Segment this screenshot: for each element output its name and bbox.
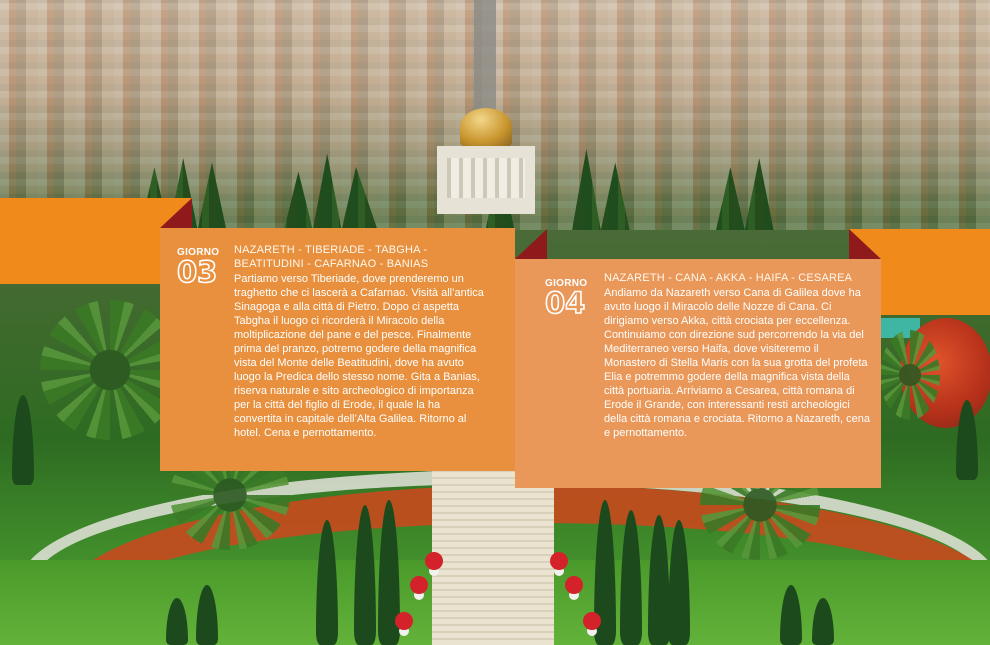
golden-dome <box>460 108 512 146</box>
day-03-panel <box>160 228 515 471</box>
day-label: GIORNO <box>545 278 588 289</box>
day-description: Partiamo verso Tiberiade, dove prenderemo un traghetto che ci lascerà a Cafarnao. Visità all’antica Sinagoga e alla città di Pietro. Dopo ci aspetta Tabgha il luogo ci ricorderà il Miracolo della moltiplicazione del pane e del pesce. Finalmente prima del pranzo, potremo godere della magnifica vista del Monte delle Beatitudini, dove ha avuto luogo la Predica dello stesso nome. Gita a Banias, riserva naturale e sito archeologico di importanza per la città del figlio di Erode, il quale la ha convertita in capitale dell’Alta Galilea. Ritorno al hotel. Cena e pernottamento. <box>234 273 484 439</box>
shrine-building <box>437 146 535 214</box>
day-title: NAZARETH - CANA - AKKA - HAIFA - CESAREA <box>604 272 853 284</box>
flower-pot <box>425 552 443 570</box>
flower-pot <box>565 576 583 594</box>
day-number: 04 <box>545 286 586 320</box>
day-badge <box>177 247 220 289</box>
ribbon-fold <box>515 229 547 259</box>
ribbon-fold <box>849 229 881 259</box>
cypress-tree <box>12 395 34 485</box>
garden-stairs <box>432 470 554 645</box>
palm-tree <box>40 300 180 440</box>
day-body <box>604 271 870 440</box>
ribbon-fold <box>160 198 192 228</box>
flower-pot <box>583 612 601 630</box>
flower-pot <box>550 552 568 570</box>
day-04-panel <box>515 259 881 488</box>
day-label: GIORNO <box>177 247 220 258</box>
day-number: 03 <box>177 255 218 289</box>
palm-tree <box>880 330 940 420</box>
avenue <box>474 0 496 120</box>
day-body <box>234 243 484 440</box>
flower-pot <box>410 576 428 594</box>
flower-pot <box>395 612 413 630</box>
day-title: NAZARETH - TIBERIADE - TABGHA - BEATITUDINI - CAFARNAO - BANIAS <box>234 244 429 270</box>
day-badge <box>545 278 588 320</box>
day-description: Andiamo da Nazareth verso Cana di Galilea dove ha avuto luogo il Miracolo delle Nozze di Cana. Ci dirigiamo verso Akka, città crociata per eccellenza. Continuiamo con direzione sud percorrendo la via del Mediterraneo verso Haifa, dove visiteremo il Monastero di Stella Maris con la sua grotta del profeta Elia e potremmo godere della magnifica vista della città portuaria. Arriviamo a Cesarea, città romana di Erode il Grande, con interessanti resti archeologici della città romana e crociata. Ritorno a Nazareth, cena e pernottamento. <box>604 287 870 439</box>
